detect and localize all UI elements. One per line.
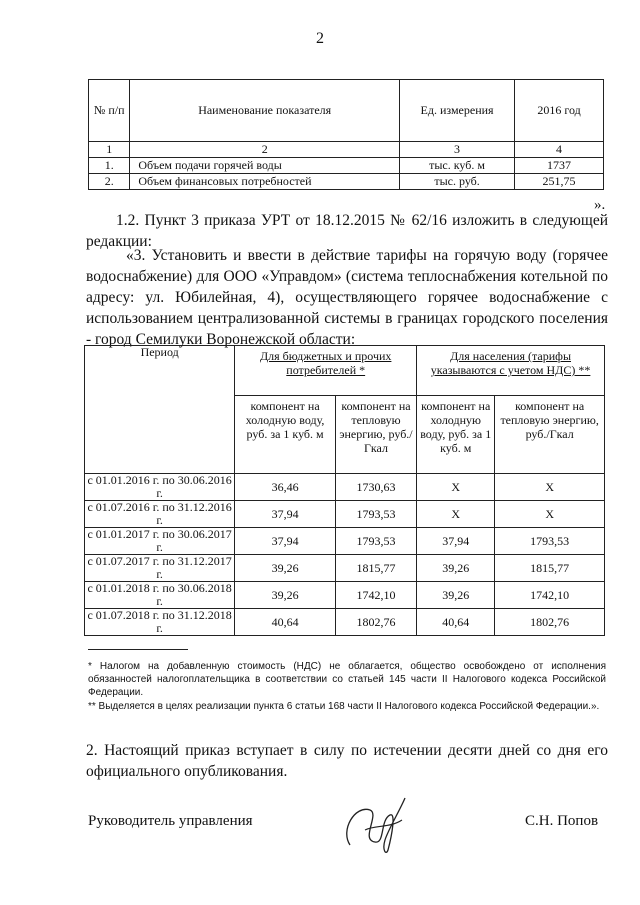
value-cell: X (495, 474, 605, 501)
value-cell: 39,26 (417, 555, 495, 582)
value-cell: X (417, 501, 495, 528)
footnote-divider (88, 649, 188, 650)
index-cell: 3 (400, 142, 515, 158)
table-row (85, 582, 605, 609)
sub-header: компонент на холодную воду, руб. за 1 куб. м (417, 396, 495, 474)
value-cell: 37,94 (235, 501, 336, 528)
value-cell: 1793,53 (335, 528, 416, 555)
period-cell: с 01.01.2017 г. по 30.06.2017 г. (85, 528, 235, 555)
value-cell: 1802,76 (335, 609, 416, 636)
table-row (85, 501, 605, 528)
population-header-text: Для населения (тарифы указываются с учетом НДС) ** (430, 349, 591, 377)
value-cell: 1742,10 (335, 582, 416, 609)
value-cell: 37,94 (235, 528, 336, 555)
index-cell: 4 (515, 142, 604, 158)
table-row (89, 174, 604, 190)
period-cell: с 01.07.2018 г. по 31.12.2018 г. (85, 609, 235, 636)
row-value: 1737 (515, 158, 604, 174)
closing-quote: ». (594, 197, 606, 213)
period-cell: с 01.01.2016 г. по 30.06.2016 г. (85, 474, 235, 501)
paragraph-2: 2. Настоящий приказ вступает в силу по истечении десяти дней со дня его официального опубликования. (86, 742, 608, 780)
col-header-unit: Ед. измерения (400, 80, 515, 142)
page-number: 2 (316, 30, 324, 47)
sub-header: компонент на тепловую энергию, руб./Гкал (495, 396, 605, 474)
sub-header: компонент на тепловую энергию, руб./Гкал (335, 396, 416, 474)
value-cell: 1793,53 (335, 501, 416, 528)
value-cell: X (417, 474, 495, 501)
paragraph-3: «3. Установить и ввести в действие тарифы на горячую воду (горячее водоснабжение) для ООО «Управдом» (система теплоснабжения котельной по адресу: ул. Юбилейная, 4), осуществляющего горячее водоснабжение с использованием централизованной системы в границах городского поселения - город Семилуки Воронежской области: (86, 247, 608, 348)
paragraph-1-2: 1.2. Пункт 3 приказа УРТ от 18.12.2015 № 62/16 изложить в следующей редакции: (86, 212, 608, 250)
value-cell: 1730,63 (335, 474, 416, 501)
table-row (89, 158, 604, 174)
row-unit: тыс. руб. (400, 174, 515, 190)
col-header-name: Наименование показателя (130, 80, 400, 142)
value-cell: 37,94 (417, 528, 495, 555)
value-cell: 1815,77 (495, 555, 605, 582)
value-cell: 39,26 (417, 582, 495, 609)
value-cell: 1815,77 (335, 555, 416, 582)
col-header-year: 2016 год (515, 80, 604, 142)
signer-name: С.Н. Попов (525, 813, 599, 829)
value-cell: 1742,10 (495, 582, 605, 609)
table-row (85, 555, 605, 582)
signature-image (330, 790, 420, 860)
index-cell: 1 (89, 142, 130, 158)
row-number: 2. (89, 174, 130, 190)
col-header-budget (235, 346, 417, 396)
volume-table (88, 79, 604, 190)
value-cell: 40,64 (417, 609, 495, 636)
index-cell: 2 (130, 142, 400, 158)
table-row (85, 528, 605, 555)
tariff-table (84, 345, 605, 636)
period-cell: с 01.07.2017 г. по 31.12.2017 г. (85, 555, 235, 582)
sub-header: компонент на холодную воду, руб. за 1 куб. м (235, 396, 336, 474)
row-name: Объем подачи горячей воды (130, 158, 400, 174)
row-unit: тыс. куб. м (400, 158, 515, 174)
signer-title: Руководитель управления (88, 813, 253, 829)
value-cell: 40,64 (235, 609, 336, 636)
value-cell: 39,26 (235, 555, 336, 582)
footnote-2: ** Выделяется в целях реализации пункта 6 статьи 168 части II Налогового кодекса Российской Федерации.». (88, 701, 600, 712)
row-number: 1. (89, 158, 130, 174)
value-cell: 39,26 (235, 582, 336, 609)
row-value: 251,75 (515, 174, 604, 190)
row-name: Объем финансовых потребностей (130, 174, 400, 190)
budget-header-text: Для бюджетных и прочих потребителей * (259, 349, 392, 377)
value-cell: 1793,53 (495, 528, 605, 555)
table-row (85, 474, 605, 501)
value-cell: 36,46 (235, 474, 336, 501)
period-cell: с 01.01.2018 г. по 30.06.2018 г. (85, 582, 235, 609)
footnote-1: * Налогом на добавленную стоимость (НДС) не облагается, общество освобождено от исполнения обязанностей налогоплательщика в соответствии со статьей 145 части II Налогового кодекса Российской Федерации. (88, 661, 606, 698)
table-row (85, 609, 605, 636)
col-header-number: № п/п (89, 80, 130, 142)
period-cell: с 01.07.2016 г. по 31.12.2016 г. (85, 501, 235, 528)
value-cell: X (495, 501, 605, 528)
col-header-population (417, 346, 605, 396)
value-cell: 1802,76 (495, 609, 605, 636)
col-header-period: Период (85, 346, 235, 474)
